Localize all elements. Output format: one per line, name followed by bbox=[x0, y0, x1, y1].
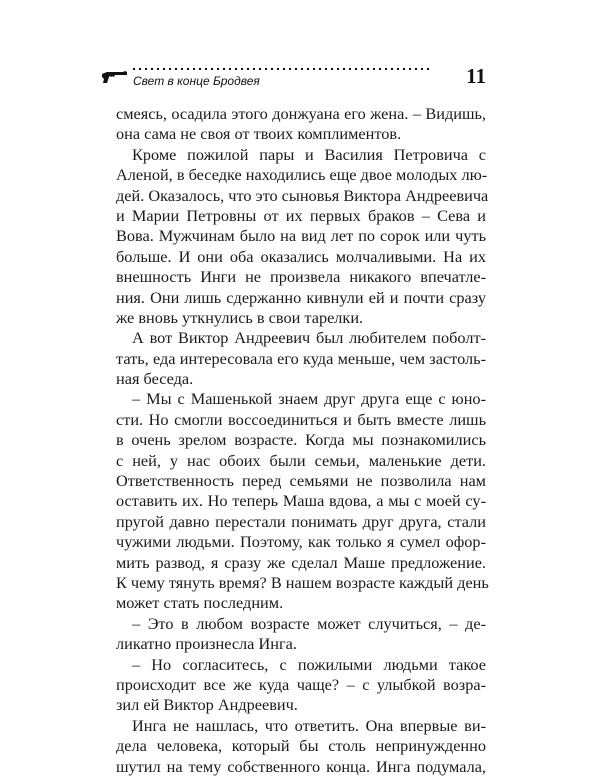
body-text bbox=[116, 104, 489, 777]
text-line: пругой давно перестали понимать друг друга, стали bbox=[116, 511, 486, 531]
text-line: мить развод, я сразу же сделал Маше предложение. bbox=[116, 552, 486, 572]
text-line: Кроме пожилой пары и Василия Петровича с bbox=[132, 144, 486, 164]
text-line: может стать последним. bbox=[116, 593, 284, 613]
text-line: А вот Виктор Андреевич был любителем поболт- bbox=[132, 328, 486, 348]
text-line: – Это в любом возрасте может случиться, – де- bbox=[132, 613, 486, 633]
text-line: Вова. Мужчинам было на вид лет по сорок или чуть bbox=[116, 226, 486, 246]
text-line: же вновь уткнулись в свои тарелки. bbox=[116, 307, 364, 327]
text-line: – Мы с Машенькой знаем друг друга еще с юно- bbox=[132, 389, 486, 409]
text-line: – Но согласитесь, с пожилыми людьми такое bbox=[132, 654, 486, 674]
text-line: ликатно произнесла Инга. bbox=[116, 634, 297, 654]
running-title: Свет в конце Бродвея bbox=[133, 74, 260, 88]
text-line: зил ей Виктор Андреевич. bbox=[116, 695, 298, 715]
page-number: 11 bbox=[466, 64, 486, 88]
text-line: смеясь, осадила этого донжуана его жена. – Видишь, bbox=[116, 104, 486, 123]
text-line: происходит все же куда чаще? – с улыбкой возра- bbox=[116, 674, 486, 694]
text-line: больше. И они оба оказались молчаливыми. На их bbox=[116, 246, 486, 266]
text-line: она сама не своя от твоих комплиментов. bbox=[116, 124, 402, 144]
header-dot-rule bbox=[131, 66, 431, 72]
text-line: оставить их. Но теперь Маша вдова, а мы с моей су- bbox=[116, 491, 486, 511]
text-line: внешность Инги не произвела никакого впечатле- bbox=[116, 267, 486, 287]
text-line: дей. Оказалось, что это сыновья Виктора Андреевича bbox=[116, 185, 489, 205]
text-line: Инга не нашлась, что ответить. Она впервые ви- bbox=[132, 715, 486, 735]
text-line: Аленой, в беседке находились еще двое молодых лю- bbox=[116, 165, 488, 185]
text-line: с ней, у нас обоих были семьи, маленькие дети. bbox=[116, 450, 486, 470]
text-line: К чему тянуть время? В нашем возрасте каждый день bbox=[116, 572, 489, 592]
text-line: в очень зрелом возрасте. Когда мы познакомились bbox=[116, 430, 486, 450]
text-line: и Марии Петровны от их первых браков – Сева и bbox=[116, 205, 486, 225]
text-line: ния. Они лишь сдержанно кивнули ей и почти сразу bbox=[116, 287, 486, 307]
text-line: ная беседа. bbox=[116, 369, 194, 389]
text-line: чужими людьми. Поэтому, как только я сумел офор- bbox=[116, 532, 486, 552]
text-line: сти. Но смогли воссоединиться и быть вместе лишь bbox=[116, 409, 486, 429]
text-line: шутил на тему собственного конца. Инга подумала, bbox=[116, 756, 486, 776]
text-line: дела человека, который бы столь непринужденно bbox=[116, 736, 486, 756]
page-header bbox=[101, 66, 486, 92]
text-line: Ответственность перед семьями не позволила нам bbox=[116, 471, 486, 491]
revolver-icon bbox=[101, 70, 129, 84]
text-line: тать, еда интересовала его куда меньше, чем застоль- bbox=[116, 348, 486, 368]
